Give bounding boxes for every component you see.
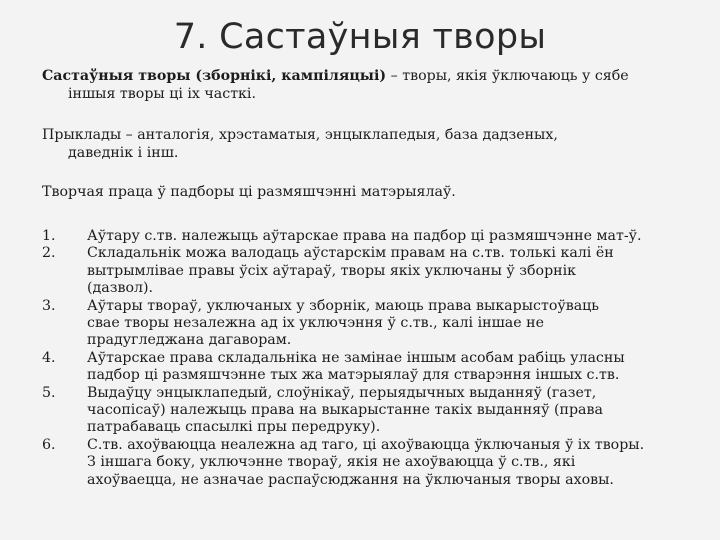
list-item-line: Аўтару с.тв. належыць аўтарскае права на падбор ці размяшчэнне мат-ў. — [87, 228, 642, 244]
list-item-line: З іншага боку, уключэнне твораў, якія не ахоўваюцца ў с.тв., які — [87, 454, 576, 471]
list-item — [42, 298, 692, 350]
list-item-number: 6. — [42, 436, 56, 453]
list-item-number: 3. — [42, 297, 56, 314]
list-item-number: 1. — [42, 228, 56, 244]
list-item — [42, 350, 692, 385]
list-item — [42, 385, 692, 437]
list-item-line: падбор ці размяшчэнне тых жа матэрыялаў для стварэння іншых с.тв. — [87, 367, 620, 384]
definition-paragraph — [42, 68, 702, 103]
list-item — [42, 437, 692, 489]
list-item — [42, 228, 692, 245]
examples-line-1: Прыклады – анталогія, хрэстаматыя, энцыклапедыя, база дадзеных, — [42, 127, 558, 143]
list-item — [42, 245, 692, 297]
list-item-line: часопісаў) належыць права на выкарыстанне такіх выданняў (права — [87, 402, 603, 419]
points-list — [42, 228, 692, 489]
definition-line-1 — [42, 68, 629, 84]
list-item-line: (дазвол). — [87, 280, 154, 297]
definition-term: Састаўныя творы (зборнікі, кампіляцыі) — [42, 68, 387, 84]
list-item-line: патрабаваць спасылкі пры передруку). — [87, 419, 381, 436]
list-item-number: 5. — [42, 384, 56, 401]
slide-title: 7. Састаўныя творы — [173, 17, 547, 57]
list-item-line: С.тв. ахоўваюцца неалежна ад таго, ці ахоўваюцца ўключаныя ў іх творы. — [87, 436, 645, 453]
list-item-line: Аўтары твораў, уключаных у зборнік, маюць права выкарыстоўваць — [87, 297, 599, 314]
list-item-line: Складальнік можа валодаць аўстарскім правам на с.тв. толькі калі ён — [87, 245, 614, 262]
list-item-number: 2. — [42, 245, 56, 262]
examples-line-2: даведнік і інш. — [68, 144, 179, 161]
list-item-line: вытрымлівае правы ўсіх аўтараў, творы якіх уключаны ў зборнік — [87, 262, 577, 279]
list-item-number: 4. — [42, 349, 56, 366]
list-item-line: свае творы незалежна ад іх уключэння ў с.тв., калі іншае не — [87, 315, 544, 332]
definition-line-1-rest: – творы, якія ўключаюць у сябе — [386, 68, 629, 84]
definition-line-2: іншыя творы ці іх часткі. — [68, 85, 256, 102]
list-item-line: ахоўваецца, не азначае распаўсюджання на ўключаныя творы аховы. — [87, 471, 614, 488]
list-item-line: Аўтарскае права складальніка не замінае іншым асобам рабіць уласны — [87, 349, 625, 366]
creative-work-paragraph: Творчая праца ў падборы ці размяшчэнні матэрыялаў. — [42, 184, 456, 200]
list-item-line: Выдаўцу энцыклапедый, слоўнікаў, перыядычных выданняў (газет, — [87, 384, 597, 401]
examples-paragraph — [42, 127, 702, 162]
list-item-line: прадугледжана дагаворам. — [87, 332, 292, 349]
